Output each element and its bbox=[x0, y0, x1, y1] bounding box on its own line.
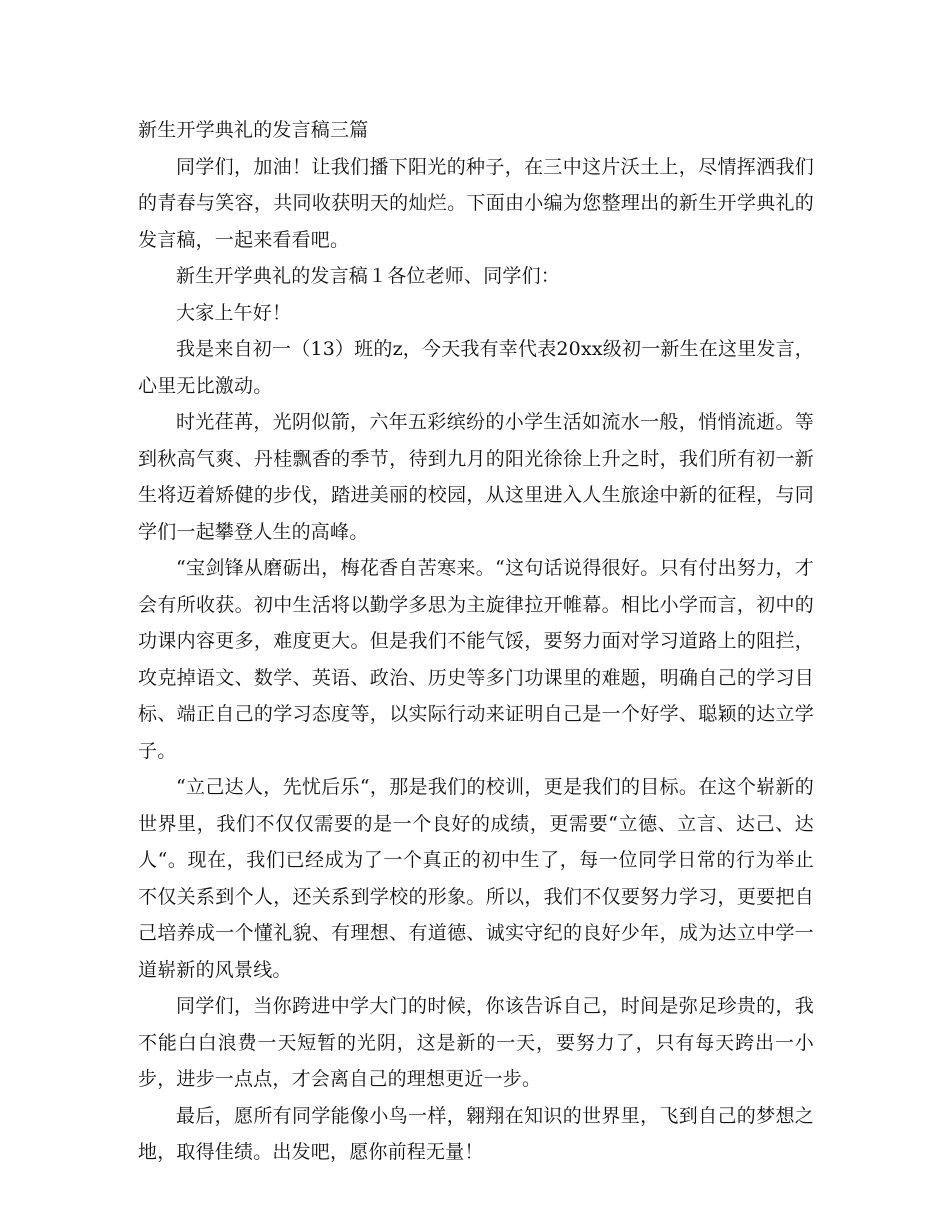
paragraph-speech-heading: 新生开学典礼的发言稿１各位老师、同学们： bbox=[176, 265, 561, 287]
paragraph-self-introduction: 我是来自初一（13）班的z，今天我有幸代表20xx级初一新生在这里发言，心里无比激动。 bbox=[138, 338, 814, 397]
paragraph-school-motto: “立己达人，先忧后乐“，那是我们的校训，更是我们的目标。在这个崭新的世界里，我们不仅仅需要的是一个良好的成绩，更需要“立德、立言、达己、达人“。现在，我们已经成为了一个真正的初中生了，每一位同学日常的行为举止不仅关系到个人，还关系到学校的形象。所以，我们不仅要努力学习，更要把自己培养成一个懂礼貌、有理想、有道德、诚实守纪的良好少年，成为达立中学一道崭新的风景线。 bbox=[138, 776, 814, 981]
paragraph-cherish-time: 同学们，当你跨进中学大门的时候，你该告诉自己，时间是弥足珍贵的，我不能白白浪费一天短暂的光阴，这是新的一天，要努力了，只有每天跨出一小步，进步一点点，才会离自己的理想更近一步。 bbox=[138, 995, 814, 1090]
paragraph-time-flies: 时光荏苒，光阴似箭，六年五彩缤纷的小学生活如流水一般，悄悄流逝。等到秋高气爽、丹桂飘香的季节，待到九月的阳光徐徐上升之时，我们所有初一新生将迈着矫健的步伐，踏进美丽的校园，从这里进入人生旅途中新的征程，与同学们一起攀登人生的高峰。 bbox=[138, 411, 814, 543]
paragraph-closing: 最后，愿所有同学能像小鸟一样，翱翔在知识的世界里，飞到自己的梦想之地，取得佳绩。出发吧，愿你前程无量！ bbox=[138, 1104, 814, 1163]
document-body bbox=[138, 112, 814, 1171]
paragraph-greeting: 大家上午好！ bbox=[176, 301, 292, 324]
document-title: 新生开学典礼的发言稿三篇 bbox=[138, 119, 369, 141]
paragraph-intro: 同学们，加油！让我们播下阳光的种子，在三中这片沃土上，尽情挥洒我们的青春与笑容，共同收获明天的灿烂。下面由小编为您整理出的新生开学典礼的发言稿，一起来看看吧。 bbox=[138, 155, 814, 251]
paragraph-hard-work: “宝剑锋从磨砺出，梅花香自苦寒来。“这句话说得很好。只有付出努力，才会有所收获。初中生活将以勤学多思为主旋律拉开帷幕。相比小学而言，初中的功课内容更多，难度更大。但是我们不能气馁，要努力面对学习道路上的阻拦，攻克掉语文、数学、英语、政治、历史等多门功课里的难题，明确自己的学习目标、端正自己的学习态度等，以实际行动来证明自己是一个好学、聪颖的达立学子。 bbox=[138, 557, 814, 762]
